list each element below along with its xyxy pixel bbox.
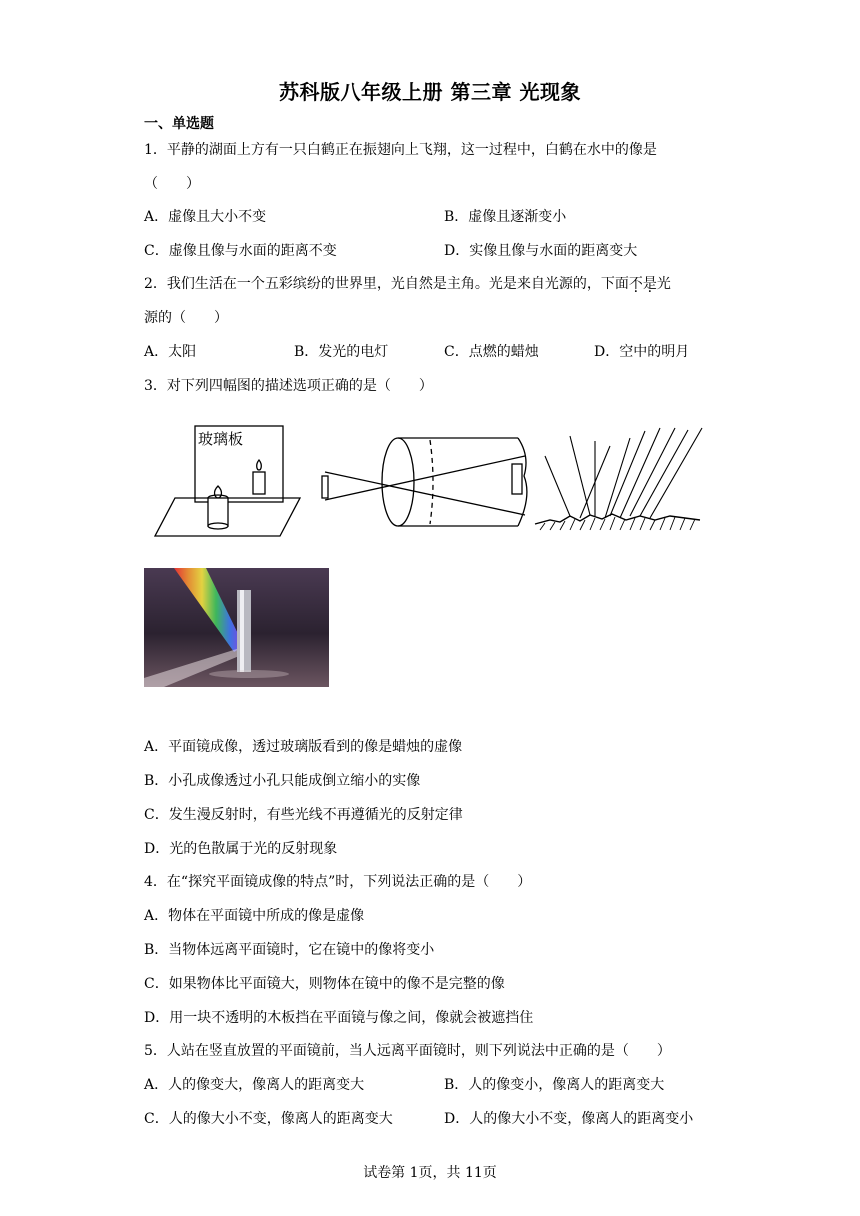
page-title: 苏科版八年级上册 第三章 光现象 (279, 80, 581, 104)
q4-option-a: A．物体在平面镜中所成的像是虚像 (144, 908, 365, 924)
q5-option-d: D．人的像大小不变，像离人的距离变小 (444, 1111, 694, 1127)
page-footer: 试卷第 1页，共 11页 (363, 1165, 497, 1181)
q2-option-b: B．发光的电灯 (294, 344, 389, 360)
q5-option-b: B．人的像变小，像离人的距离变大 (444, 1077, 665, 1093)
q2-option-a: A．太阳 (144, 344, 197, 360)
section-heading: 一、单选题 (144, 116, 214, 132)
q2-option-d: D．空中的明月 (594, 344, 690, 360)
q2-stem-text: 2．我们生活在一个五彩缤纷的世界里，光自然是主角。光是来自光源的，下面 (144, 276, 629, 292)
pinhole-camera-figure (322, 438, 527, 526)
q2-emphasis-char: 是 (642, 276, 657, 292)
q2-stem (144, 275, 671, 293)
q5-option-a: A．人的像变大，像离人的距离变大 (144, 1077, 365, 1093)
q3-stem: 3．对下列四幅图的描述选项正确的是（ ） (144, 378, 433, 394)
q1-stem: 1．平静的湖面上方有一只白鹤正在振翅向上飞翔，这一过程中，白鹤在水中的像是 (144, 142, 657, 158)
q4-option-b: B．当物体远离平面镜时，它在镜中的像将变小 (144, 942, 435, 958)
diffuse-reflection-figure (535, 428, 702, 530)
q4-option-c: C．如果物体比平面镜大，则物体在镜中的像不是完整的像 (144, 976, 505, 992)
q3-option-c: C．发生漫反射时，有些光线不再遵循光的反射定律 (144, 807, 463, 823)
q2-stem-cont: 源的（ ） (144, 310, 228, 326)
q1-option-d: D．实像且像与水面的距离变大 (444, 243, 638, 259)
prism-dispersion-photo (144, 568, 329, 687)
q5-option-c: C．人的像大小不变，像离人的距离变大 (144, 1111, 393, 1127)
prism-dispersion-image (144, 568, 329, 687)
q3-figures (140, 416, 720, 546)
q4-stem: 4．在“探究平面镜成像的特点”时，下列说法正确的是（ ） (144, 874, 532, 890)
q2-emphasis-char: 不 (628, 276, 643, 292)
q2-stem-text-end: 光 (656, 276, 671, 292)
q1-option-b: B．虚像且逐渐变小 (444, 209, 567, 225)
glass-plate-label: 玻璃板 (198, 430, 244, 448)
q3-option-a: A．平面镜成像，透过玻璃版看到的像是蜡烛的虚像 (144, 739, 463, 755)
q1-option-c: C．虚像且像与水面的距离不变 (144, 243, 337, 259)
q2-option-c: C．点燃的蜡烛 (444, 344, 539, 360)
q4-option-d: D．用一块不透明的木板挡在平面镜与像之间，像就会被遮挡住 (144, 1010, 534, 1026)
q3-option-d: D．光的色散属于光的反射现象 (144, 841, 338, 857)
glass-plate-figure (155, 426, 300, 536)
q1-stem-cont: （ ） (144, 176, 200, 192)
q5-stem: 5．人站在竖直放置的平面镜前，当人远离平面镜时，则下列说法中正确的是（ ） (144, 1043, 671, 1059)
q3-option-b: B．小孔成像透过小孔只能成倒立缩小的实像 (144, 773, 421, 789)
q1-option-a: A．虚像且大小不变 (144, 209, 267, 225)
